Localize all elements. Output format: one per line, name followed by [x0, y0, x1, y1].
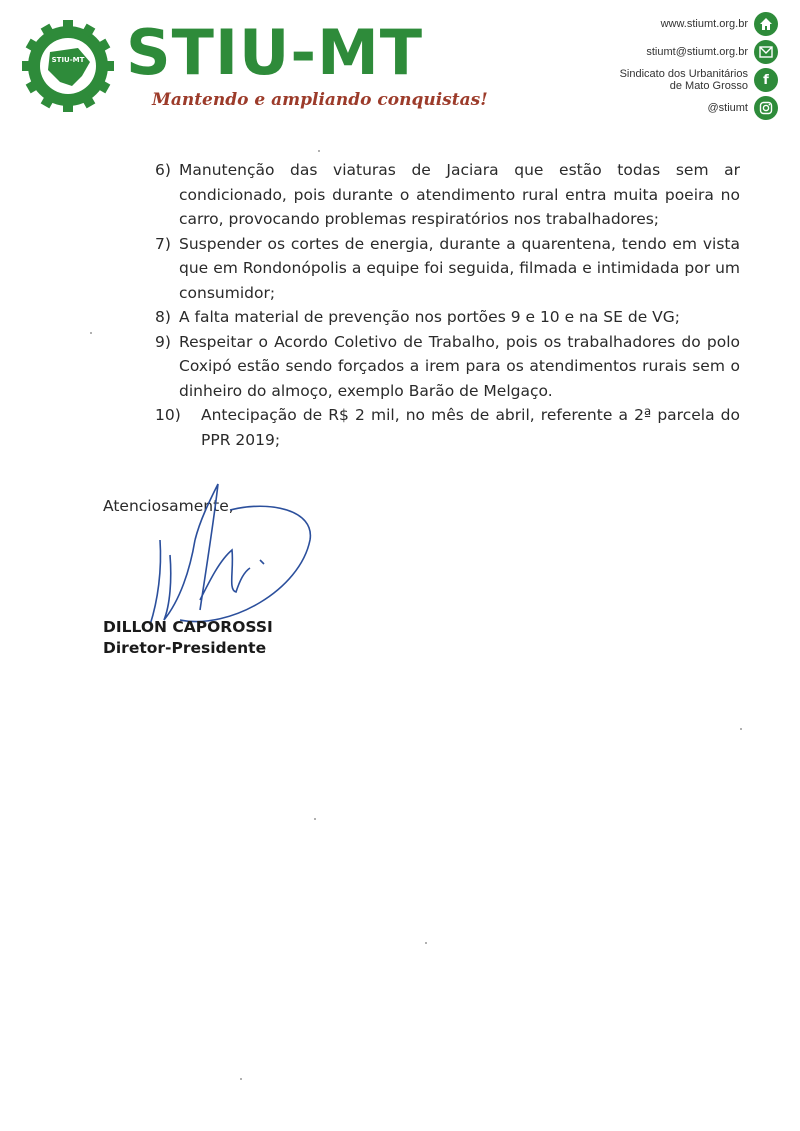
- facebook-icon: f: [754, 68, 778, 92]
- item-number: 10): [155, 406, 181, 424]
- brand-title: STIU-MT: [126, 16, 424, 89]
- contact-website[interactable]: [518, 10, 778, 38]
- email-text: stiumt@stiumt.org.br: [646, 46, 748, 58]
- item-text: Antecipação de R$ 2 mil, no mês de abril, referente a 2ª parcela do PPR 2019;: [201, 406, 740, 449]
- item-text: A falta material de prevenção nos portões 9 e 10 e na SE de VG;: [179, 308, 681, 326]
- facebook-line2: de Mato Grosso: [669, 80, 748, 92]
- scan-speck: [318, 150, 320, 152]
- tagline: Mantendo e ampliando conquistas!: [152, 90, 488, 110]
- contact-block: [518, 10, 778, 122]
- item-number: 7): [155, 234, 171, 253]
- scan-speck: [240, 1078, 242, 1080]
- instagram-text: @stiumt: [707, 102, 748, 114]
- contact-instagram[interactable]: [518, 94, 778, 122]
- item-number: 8): [155, 308, 171, 326]
- instagram-icon: [754, 96, 778, 120]
- facebook-text: [620, 68, 748, 92]
- scan-speck: [740, 728, 742, 730]
- list-item: [155, 330, 740, 404]
- item-text: Suspender os cortes de energia, durante a quarentena, tendo em vista que em Rondonópolis a equipe foi seguida, filmada e intimidada por um consumidor;: [179, 234, 740, 302]
- signatory-title: Diretor-Presidente: [103, 639, 267, 657]
- closing-salutation: Atenciosamente,: [103, 497, 234, 515]
- mail-icon: [754, 40, 778, 64]
- list-item: [155, 305, 740, 330]
- item-text: Respeitar o Acordo Coletivo de Trabalho, pois os trabalhadores do polo Coxipó estão sendo forçados a irem para os atendimentos rurais sem o dinheiro do almoço, exemplo Barão de Melgaço.: [179, 332, 740, 400]
- contact-email[interactable]: [518, 38, 778, 66]
- scan-speck: [90, 332, 92, 334]
- home-icon: [754, 12, 778, 36]
- signatory-block: [103, 617, 273, 659]
- scan-speck: [314, 818, 316, 820]
- union-logo: [16, 20, 120, 112]
- item-number: 9): [155, 332, 171, 351]
- contact-facebook[interactable]: [518, 66, 778, 94]
- handwritten-signature: [140, 480, 320, 640]
- website-text: www.stiumt.org.br: [660, 18, 748, 30]
- signatory-name: DILLON CAPOROSSI: [103, 618, 273, 636]
- scan-speck: [425, 942, 427, 944]
- item-text: Manutenção das viaturas de Jaciara que estão todas sem ar condicionado, pois durante o atendimento rural entra muita poeira no carro, provocando problemas respiratórios nos trabalhadores;: [179, 161, 740, 228]
- list-item: [155, 158, 740, 232]
- list-item: [155, 232, 740, 306]
- logo-text: STIU-MT: [51, 56, 85, 64]
- list-item: [155, 403, 740, 452]
- facebook-line1: Sindicato dos Urbanitários: [619, 68, 748, 80]
- requests-list: [155, 158, 740, 452]
- item-number: 6): [155, 161, 171, 179]
